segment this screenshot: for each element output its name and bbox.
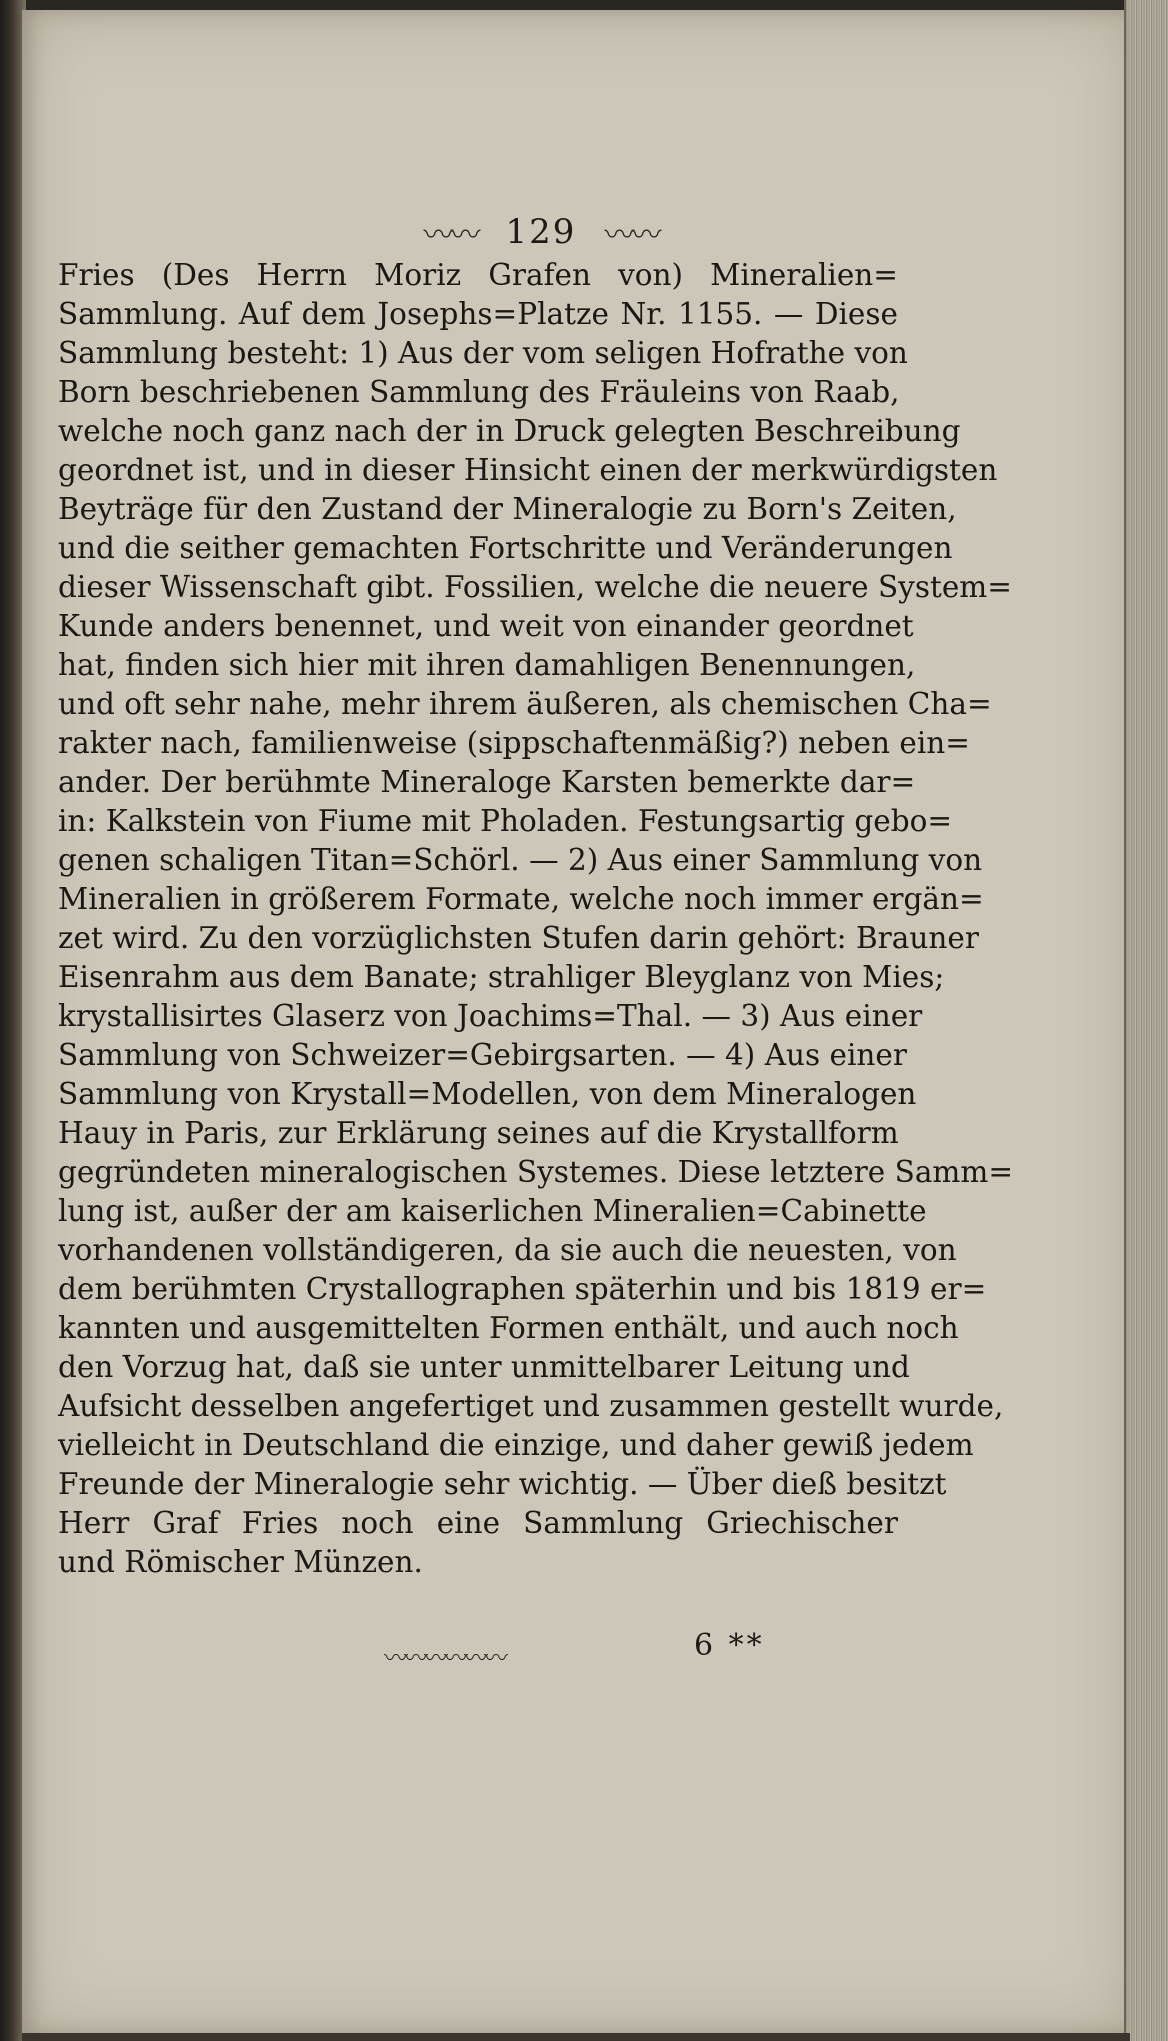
text-line: Beyträge für den Zustand der Mineralogie zu Born's Zeiten, — [58, 492, 957, 526]
text-line: kannten und ausgemittelten Formen enthält, und auch noch — [58, 1311, 959, 1345]
page-header — [22, 204, 1130, 260]
text-line: Freunde der Mineralogie sehr wichtig. — Über dieß besitzt — [58, 1467, 947, 1501]
text-line: Aufsicht desselben angefertiget und zusammen gestellt wurde, — [58, 1389, 1004, 1423]
text-line: hat, finden sich hier mit ihren damahligen Benennungen, — [58, 648, 916, 682]
text-line: vorhandenen vollständigeren, da sie auch die neuesten, von — [58, 1233, 957, 1267]
text-line: vielleicht in Deutschland die einzige, und daher gewiß jedem — [58, 1428, 974, 1462]
text-line: und die seither gemachten Fortschritte und Veränderungen — [58, 531, 953, 565]
text-line: und Römischer Münzen. — [58, 1545, 423, 1579]
text-line: Sammlung. Auf dem Josephs=Platze Nr. 1155. — Diese — [58, 297, 898, 331]
text-line: den Vorzug hat, daß sie unter unmittelbarer Leitung und — [58, 1350, 910, 1384]
text-line: Born beschriebenen Sammlung des Fräuleins von Raab, — [58, 375, 900, 409]
book-page — [22, 10, 1130, 2034]
signature-mark: 6 ** — [694, 1628, 765, 1663]
text-line: und oft sehr nahe, mehr ihrem äußeren, als chemischen Cha= — [58, 687, 992, 721]
text-line: dieser Wissenschaft gibt. Fossilien, welche die neuere System= — [58, 570, 1012, 604]
text-line: lung ist, außer der am kaiserlichen Mineralien=Cabinette — [58, 1194, 927, 1228]
header-ornament-left: 〰〰 — [423, 218, 478, 253]
page-footer — [22, 1628, 1130, 1678]
text-line: zet wird. Zu den vorzüglichsten Stufen darin gehört: Brauner — [58, 921, 979, 955]
text-line: in: Kalkstein von Fiume mit Pholaden. Festungsartig gebo= — [58, 804, 953, 838]
text-line: rakter nach, familienweise (sippschaftenmäßig?) neben ein= — [58, 726, 970, 760]
text-line: Mineralien in größerem Formate, welche noch immer ergän= — [58, 882, 984, 916]
text-line: Sammlung besteht: 1) Aus der vom seligen Hofrathe von — [58, 336, 908, 370]
text-line: Sammlung von Schweizer=Gebirgsarten. — 4) Aus einer — [58, 1038, 907, 1072]
body-text — [58, 256, 1014, 1582]
text-line: Hauy in Paris, zur Erklärung seines auf die Krystallform — [58, 1116, 899, 1150]
text-line: Fries (Des Herrn Moriz Grafen von) Mineralien= — [58, 258, 898, 292]
text-line: ander. Der berühmte Mineraloge Karsten bemerkte dar= — [58, 765, 916, 799]
text-line: welche noch ganz nach der in Druck gelegten Beschreibung — [58, 414, 961, 448]
text-line: dem berühmten Crystallographen späterhin und bis 1819 er= — [58, 1272, 987, 1306]
page-number: 129 — [505, 212, 577, 252]
text-line: gegründeten mineralogischen Systemes. Diese letztere Samm= — [58, 1155, 1014, 1189]
page-edges — [1124, 0, 1168, 2041]
text-line: geordnet ist, und in dieser Hinsicht einen der merkwürdigsten — [58, 453, 998, 487]
text-line: krystallisirtes Glaserz von Joachims=Thal. — 3) Aus einer — [58, 999, 923, 1033]
footer-ornament: 〰〰〰〰〰〰 — [384, 1644, 504, 1672]
header-ornament-right: 〰〰 — [604, 218, 659, 253]
text-line: Kunde anders benennet, und weit von einander geordnet — [58, 609, 914, 643]
text-line: Herr Graf Fries noch eine Sammlung Griechischer — [58, 1506, 898, 1540]
text-line: Eisenrahm aus dem Banate; strahliger Bleyglanz von Mies; — [58, 960, 945, 994]
bottom-shadow — [22, 2033, 1130, 2041]
text-line: Sammlung von Krystall=Modellen, von dem Mineralogen — [58, 1077, 917, 1111]
text-line: genen schaligen Titan=Schörl. — 2) Aus einer Sammlung von — [58, 843, 983, 877]
